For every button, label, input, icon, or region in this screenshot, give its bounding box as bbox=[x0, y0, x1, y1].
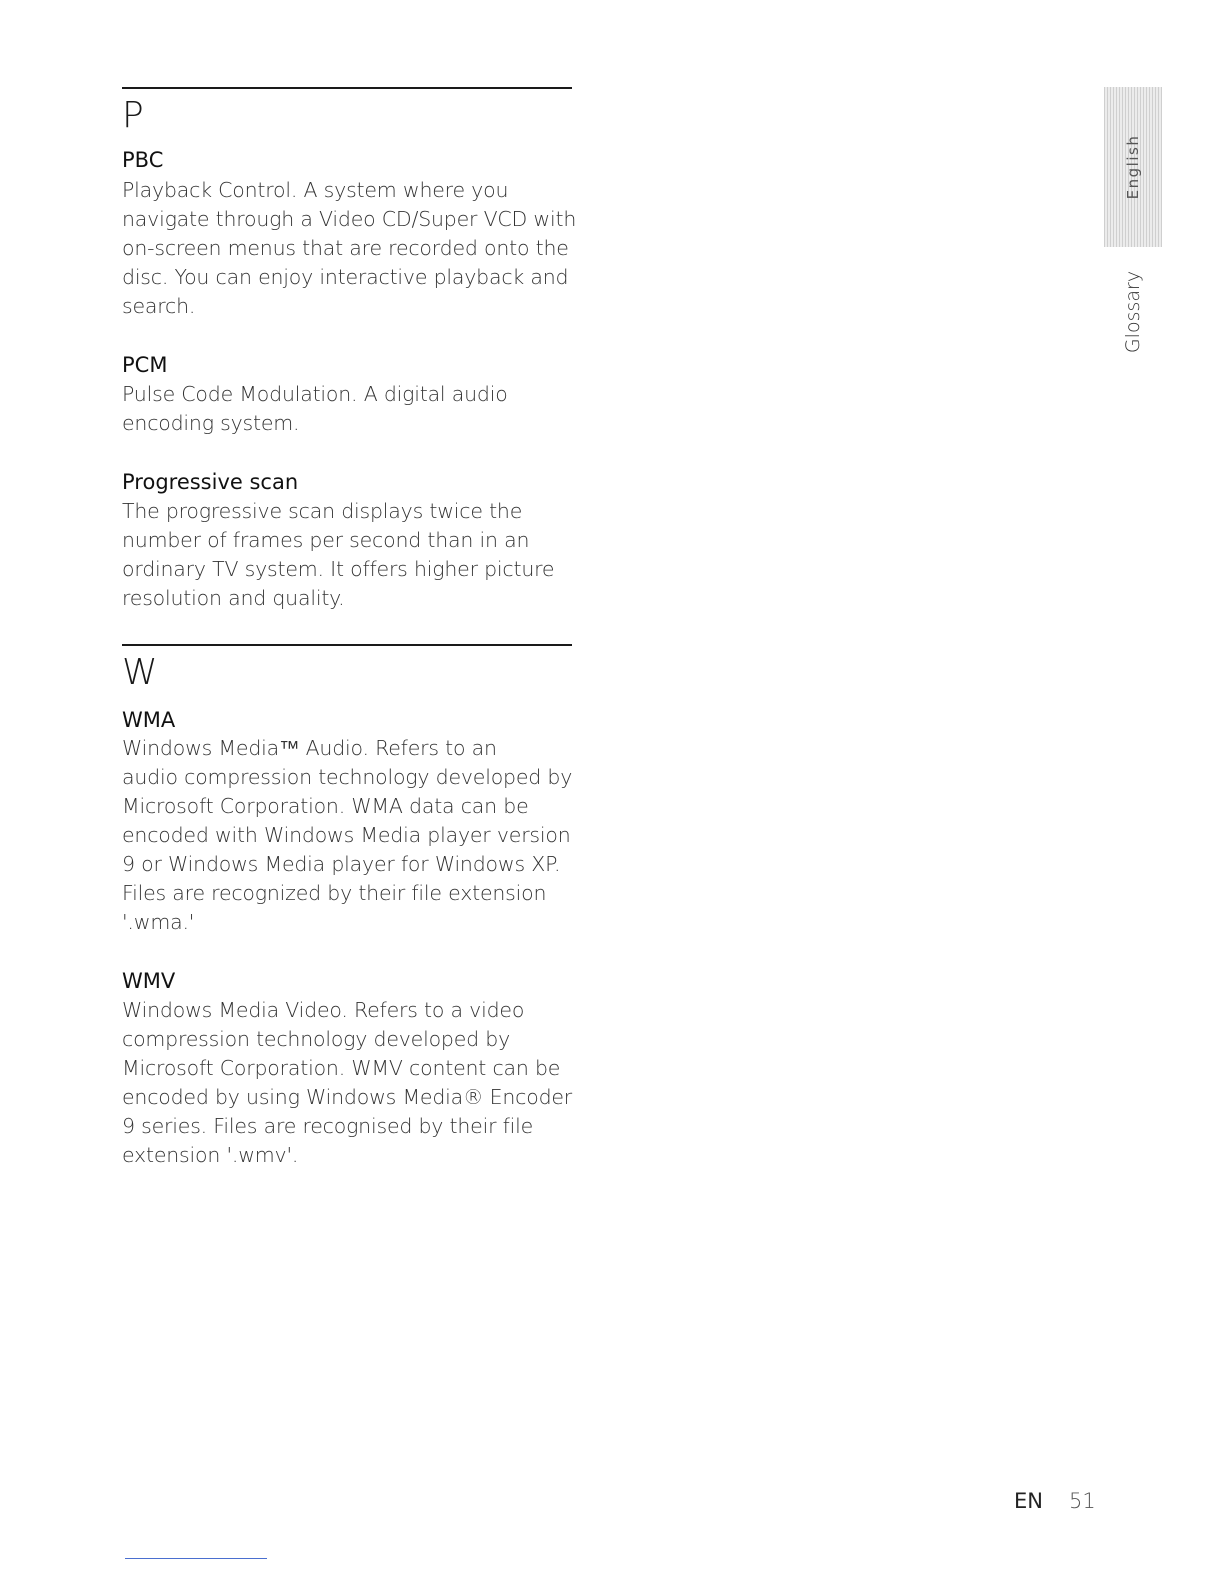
chapter-tab bbox=[1104, 262, 1162, 362]
chapter-tab-label: Glossary bbox=[1122, 270, 1144, 354]
term-wma: WMA bbox=[122, 708, 176, 732]
term-progressive-scan: Progressive scan bbox=[122, 470, 299, 494]
definition-line: number of frames per second than in an bbox=[122, 528, 530, 552]
definition-line: Pulse Code Modulation. A digital audio bbox=[122, 382, 508, 406]
definition-line: ordinary TV system. It offers higher picture bbox=[122, 557, 555, 581]
definition-line: '.wma.' bbox=[122, 910, 195, 934]
term-pcm: PCM bbox=[122, 353, 168, 377]
definition-progressive-scan bbox=[122, 497, 574, 613]
definition-line: extension '.wmv'. bbox=[122, 1143, 299, 1167]
definition-line: 9 series. Files are recognised by their file bbox=[122, 1114, 534, 1138]
section-letter-p: P bbox=[122, 95, 144, 136]
bottom-scan-line bbox=[125, 1558, 267, 1559]
definition-line: Playback Control. A system where you bbox=[122, 178, 509, 202]
definition-line: Files are recognized by their file extension bbox=[122, 881, 547, 905]
page-number: 51 bbox=[1069, 1489, 1096, 1513]
definition-line: on-screen menus that are recorded onto the bbox=[122, 236, 569, 260]
definition-line: resolution and quality. bbox=[122, 586, 345, 610]
definition-pcm bbox=[122, 380, 574, 438]
section-divider-p bbox=[122, 87, 572, 89]
definition-line: Microsoft Corporation. WMA data can be bbox=[122, 794, 529, 818]
language-tab bbox=[1104, 87, 1162, 247]
definition-line: navigate through a Video CD/Super VCD with bbox=[122, 207, 577, 231]
definition-line: encoded with Windows Media player version bbox=[122, 823, 571, 847]
definition-line: Microsoft Corporation. WMV content can be bbox=[122, 1056, 561, 1080]
term-wmv: WMV bbox=[122, 969, 176, 993]
definition-line: encoded by using Windows Media® Encoder bbox=[122, 1085, 573, 1109]
definition-line: 9 or Windows Media player for Windows XP. bbox=[122, 852, 561, 876]
section-letter-w: W bbox=[122, 652, 158, 693]
definition-wmv bbox=[122, 996, 574, 1170]
definition-line: search. bbox=[122, 294, 196, 318]
language-tab-label: English bbox=[1124, 134, 1142, 200]
definition-line: audio compression technology developed by bbox=[122, 765, 573, 789]
definition-line: Windows Media Video. Refers to a video bbox=[122, 998, 525, 1022]
footer-language: EN bbox=[1014, 1489, 1043, 1513]
section-divider-w bbox=[122, 644, 572, 646]
definition-line: encoding system. bbox=[122, 411, 300, 435]
definition-line: Windows Media™ Audio. Refers to an bbox=[122, 736, 497, 760]
definition-line: The progressive scan displays twice the bbox=[122, 499, 523, 523]
definition-pbc bbox=[122, 176, 577, 321]
definition-line: compression technology developed by bbox=[122, 1027, 511, 1051]
definition-wma bbox=[122, 734, 574, 937]
definition-line: disc. You can enjoy interactive playback and bbox=[122, 265, 569, 289]
term-pbc: PBC bbox=[122, 148, 164, 172]
